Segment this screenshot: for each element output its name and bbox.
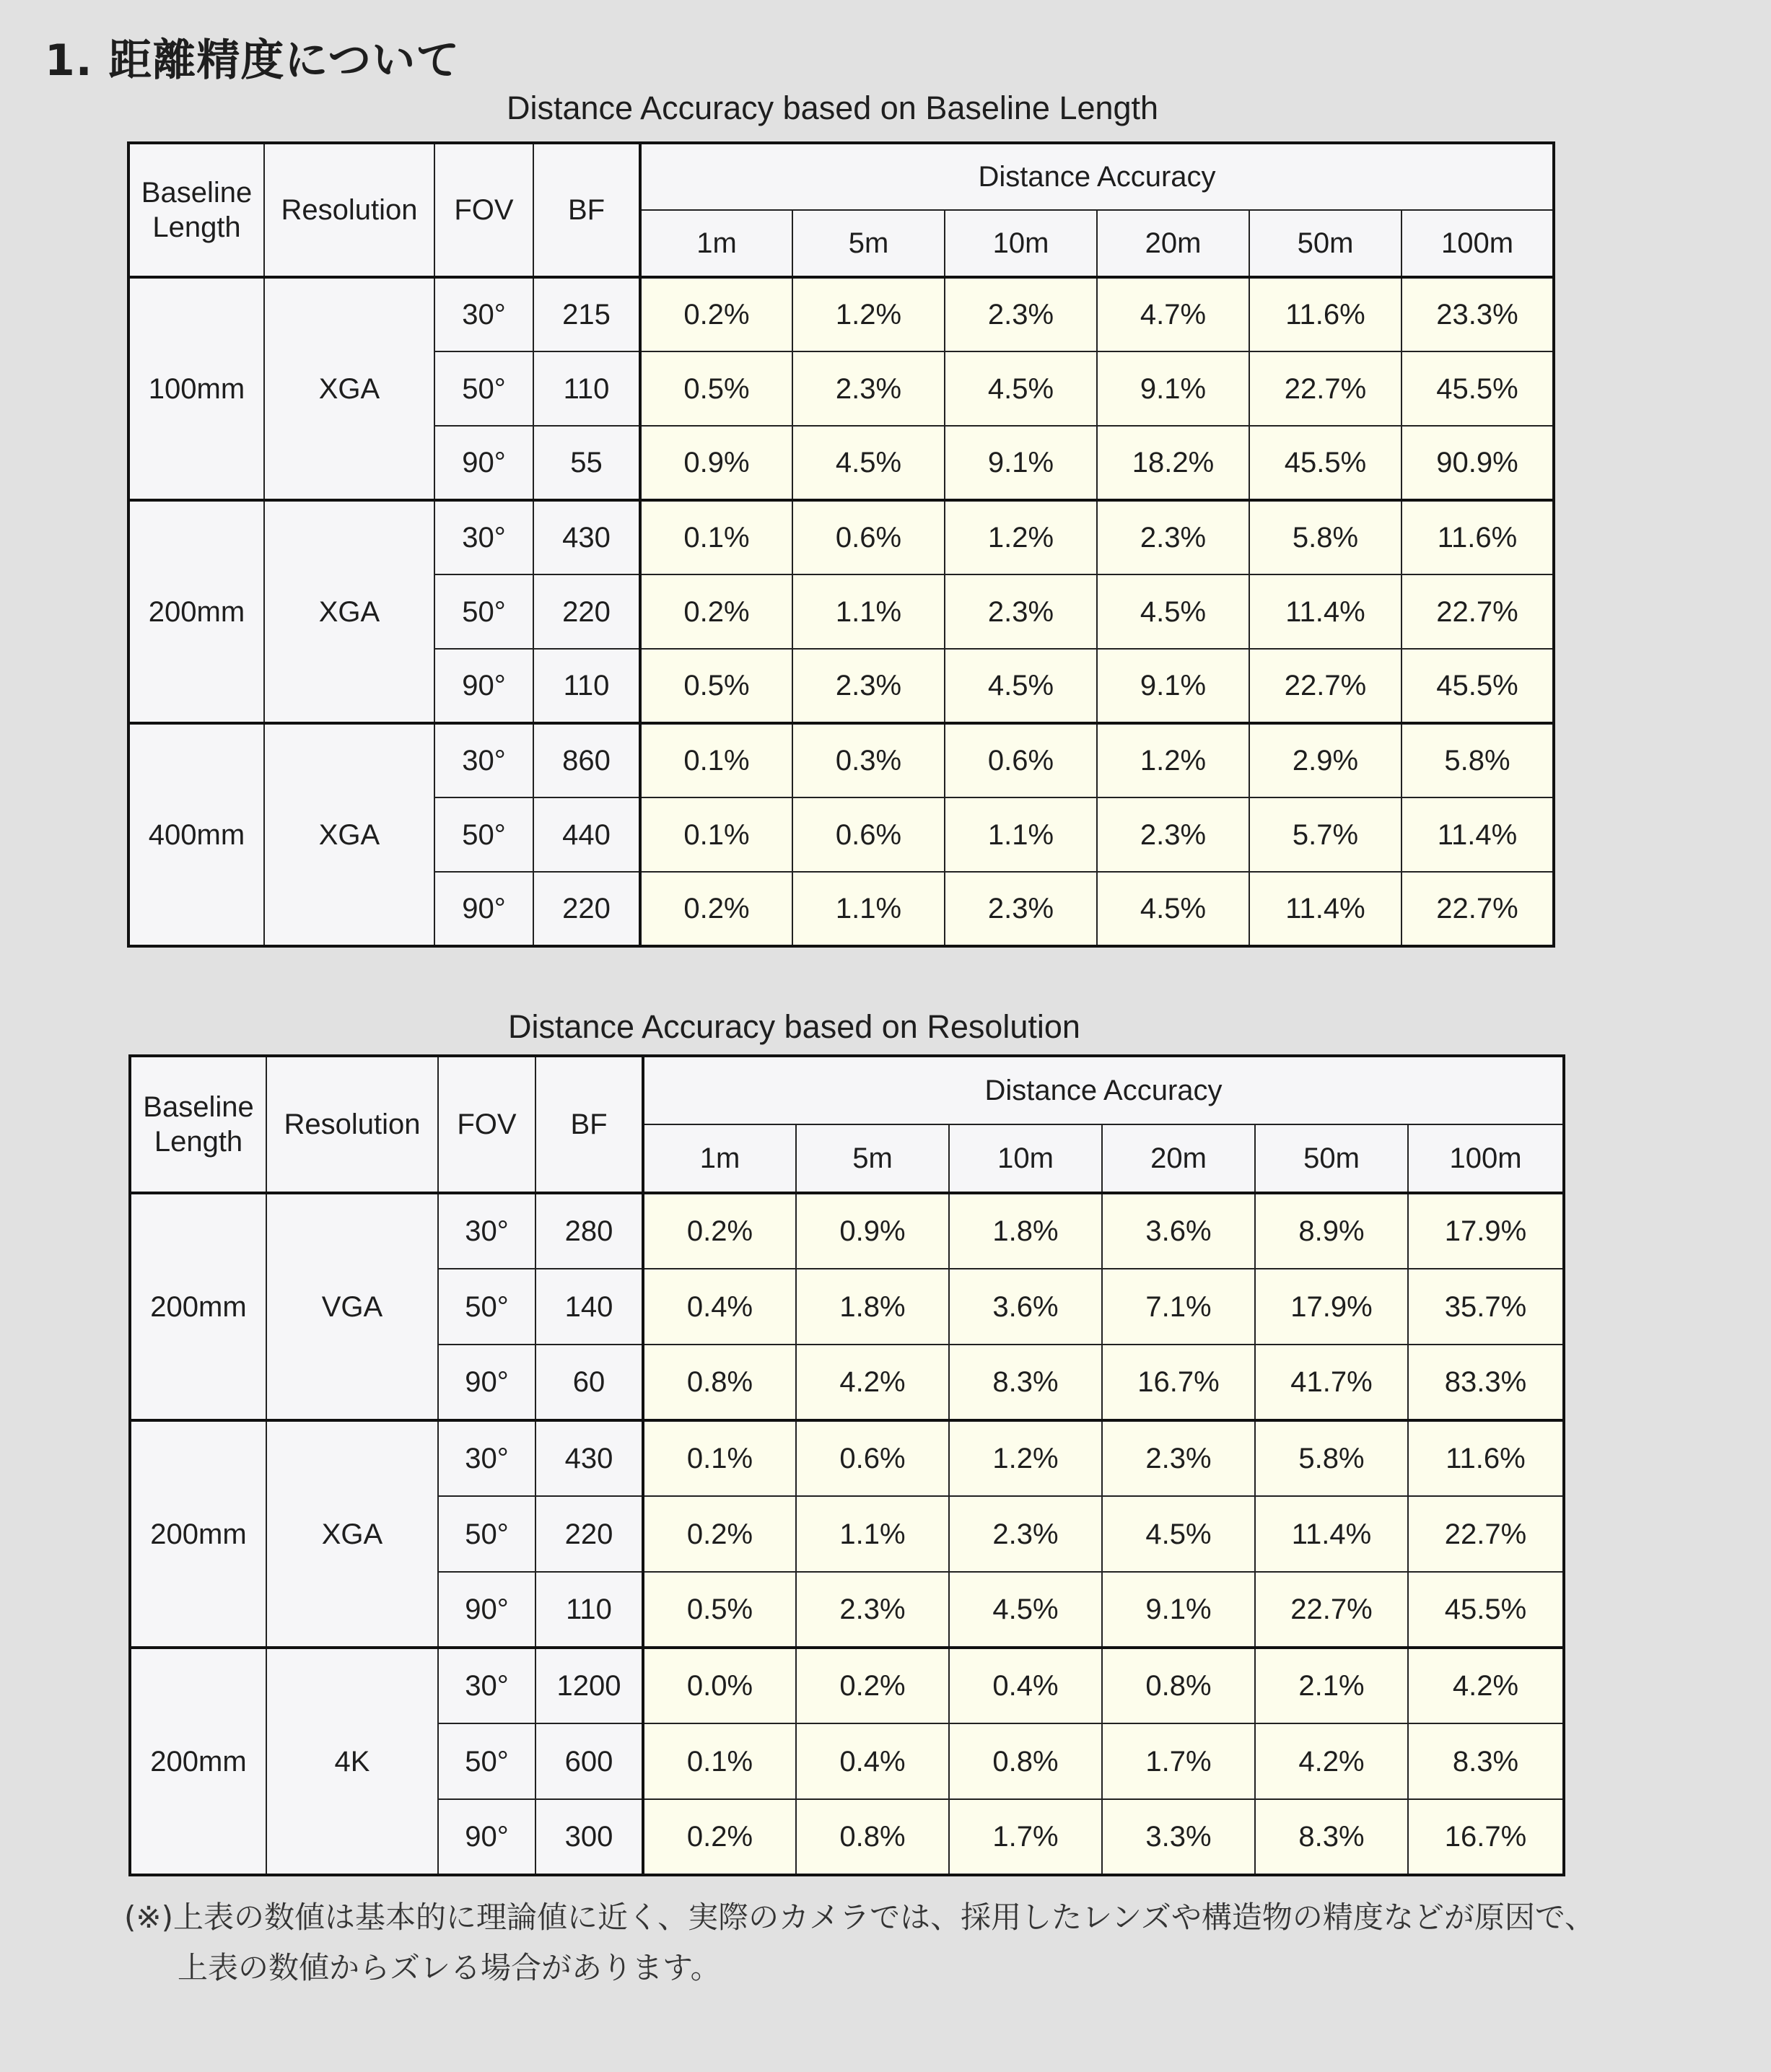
footnote-line-2: 上表の数値からズレる場合があります。 <box>178 1950 721 1985</box>
header-baseline-length: Baseline Length <box>130 1056 266 1193</box>
accuracy-cell: 22.7% <box>1249 649 1402 723</box>
accuracy-cell: 11.4% <box>1255 1496 1408 1572</box>
accuracy-cell: 1.7% <box>1102 1723 1255 1799</box>
accuracy-cell: 11.4% <box>1402 797 1554 872</box>
bf-cell: 110 <box>533 649 640 723</box>
accuracy-cell: 22.7% <box>1402 872 1554 946</box>
accuracy-cell: 11.6% <box>1249 277 1402 351</box>
accuracy-cell: 5.8% <box>1402 723 1554 797</box>
bf-cell: 440 <box>533 797 640 872</box>
accuracy-cell: 2.3% <box>1097 500 1249 574</box>
bf-cell: 600 <box>535 1723 643 1799</box>
footnote <box>124 1892 1595 1993</box>
fov-cell: 90° <box>434 872 533 946</box>
accuracy-cell: 1.1% <box>945 797 1097 872</box>
accuracy-cell: 17.9% <box>1255 1269 1408 1345</box>
accuracy-cell: 17.9% <box>1408 1193 1564 1269</box>
accuracy-cell: 0.8% <box>1102 1648 1255 1723</box>
accuracy-cell: 1.2% <box>792 277 945 351</box>
fov-cell: 50° <box>434 797 533 872</box>
bf-cell: 110 <box>533 351 640 426</box>
header-distance: 20m <box>1097 210 1249 277</box>
bf-cell: 430 <box>535 1420 643 1496</box>
table-row <box>128 723 1554 797</box>
accuracy-cell: 0.1% <box>643 1420 796 1496</box>
fov-cell: 50° <box>434 574 533 649</box>
header-distance: 5m <box>792 210 945 277</box>
table-row <box>130 1193 1564 1269</box>
accuracy-cell: 4.5% <box>1102 1496 1255 1572</box>
header-distance: 10m <box>949 1124 1102 1193</box>
table-row <box>130 1420 1564 1496</box>
resolution-cell: 4K <box>266 1648 438 1875</box>
accuracy-cell: 4.5% <box>945 351 1097 426</box>
accuracy-cell: 0.8% <box>949 1723 1102 1799</box>
accuracy-cell: 3.6% <box>949 1269 1102 1345</box>
accuracy-cell: 22.7% <box>1408 1496 1564 1572</box>
accuracy-cell: 90.9% <box>1402 426 1554 500</box>
accuracy-cell: 9.1% <box>1097 649 1249 723</box>
accuracy-cell: 45.5% <box>1249 426 1402 500</box>
baseline-cell: 100mm <box>128 277 264 500</box>
accuracy-cell: 4.5% <box>945 649 1097 723</box>
fov-cell: 50° <box>438 1496 535 1572</box>
fov-cell: 90° <box>434 649 533 723</box>
accuracy-cell: 2.3% <box>1097 797 1249 872</box>
fov-cell: 90° <box>434 426 533 500</box>
accuracy-cell: 1.2% <box>949 1420 1102 1496</box>
accuracy-cell: 2.3% <box>945 277 1097 351</box>
accuracy-cell: 4.5% <box>792 426 945 500</box>
accuracy-cell: 11.4% <box>1249 872 1402 946</box>
accuracy-cell: 4.5% <box>1097 872 1249 946</box>
accuracy-cell: 1.7% <box>949 1799 1102 1875</box>
accuracy-cell: 11.6% <box>1402 500 1554 574</box>
accuracy-cell: 8.3% <box>949 1345 1102 1420</box>
accuracy-cell: 2.9% <box>1249 723 1402 797</box>
accuracy-cell: 0.1% <box>640 797 792 872</box>
accuracy-cell: 11.4% <box>1249 574 1402 649</box>
fov-cell: 90° <box>438 1345 535 1420</box>
accuracy-cell: 8.3% <box>1408 1723 1564 1799</box>
table-row <box>128 500 1554 574</box>
table2-resolution <box>128 1054 1565 1876</box>
resolution-cell: XGA <box>266 1420 438 1648</box>
table-row <box>130 1648 1564 1723</box>
accuracy-cell: 2.3% <box>792 351 945 426</box>
accuracy-cell: 5.8% <box>1249 500 1402 574</box>
header-distance: 5m <box>796 1124 949 1193</box>
accuracy-cell: 1.1% <box>796 1496 949 1572</box>
accuracy-cell: 0.5% <box>640 649 792 723</box>
accuracy-cell: 11.6% <box>1408 1420 1564 1496</box>
baseline-cell: 200mm <box>128 500 264 723</box>
bf-cell: 215 <box>533 277 640 351</box>
accuracy-cell: 0.4% <box>949 1648 1102 1723</box>
table1-header-row <box>128 143 1554 210</box>
accuracy-cell: 8.3% <box>1255 1799 1408 1875</box>
accuracy-cell: 5.8% <box>1255 1420 1408 1496</box>
accuracy-cell: 1.8% <box>796 1269 949 1345</box>
accuracy-cell: 35.7% <box>1408 1269 1564 1345</box>
fov-cell: 30° <box>438 1193 535 1269</box>
accuracy-cell: 45.5% <box>1402 649 1554 723</box>
fov-cell: 50° <box>434 351 533 426</box>
fov-cell: 50° <box>438 1723 535 1799</box>
resolution-cell: XGA <box>264 500 434 723</box>
accuracy-cell: 3.6% <box>1102 1193 1255 1269</box>
table-row <box>128 277 1554 351</box>
accuracy-cell: 0.6% <box>792 500 945 574</box>
accuracy-cell: 0.2% <box>640 277 792 351</box>
accuracy-cell: 16.7% <box>1408 1799 1564 1875</box>
footnote-line-1: (※)上表の数値は基本的に理論値に近く、実際のカメラでは、採用したレンズや構造物の精度などが原因で、 <box>124 1900 1595 1935</box>
accuracy-cell: 83.3% <box>1408 1345 1564 1420</box>
table1-baseline-length <box>127 141 1555 948</box>
accuracy-cell: 0.6% <box>945 723 1097 797</box>
baseline-cell: 200mm <box>130 1420 266 1648</box>
accuracy-cell: 22.7% <box>1249 351 1402 426</box>
fov-cell: 30° <box>434 500 533 574</box>
accuracy-cell: 23.3% <box>1402 277 1554 351</box>
accuracy-cell: 2.3% <box>796 1572 949 1648</box>
accuracy-cell: 9.1% <box>1102 1572 1255 1648</box>
accuracy-cell: 2.1% <box>1255 1648 1408 1723</box>
bf-cell: 280 <box>535 1193 643 1269</box>
fov-cell: 30° <box>434 723 533 797</box>
header-distance: 100m <box>1402 210 1554 277</box>
bf-cell: 300 <box>535 1799 643 1875</box>
header-distance: 20m <box>1102 1124 1255 1193</box>
accuracy-cell: 7.1% <box>1102 1269 1255 1345</box>
fov-cell: 30° <box>438 1420 535 1496</box>
bf-cell: 60 <box>535 1345 643 1420</box>
fov-cell: 30° <box>434 277 533 351</box>
accuracy-cell: 2.3% <box>945 574 1097 649</box>
accuracy-cell: 2.3% <box>1102 1420 1255 1496</box>
header-distance: 1m <box>640 210 792 277</box>
accuracy-cell: 2.3% <box>945 872 1097 946</box>
accuracy-cell: 0.0% <box>643 1648 796 1723</box>
header-resolution: Resolution <box>266 1056 438 1193</box>
bf-cell: 220 <box>533 574 640 649</box>
accuracy-cell: 16.7% <box>1102 1345 1255 1420</box>
table2-caption: Distance Accuracy based on Resolution <box>508 1008 1080 1045</box>
resolution-cell: VGA <box>266 1193 438 1420</box>
accuracy-cell: 5.7% <box>1249 797 1402 872</box>
accuracy-cell: 0.1% <box>643 1723 796 1799</box>
header-fov: FOV <box>434 143 533 277</box>
bf-cell: 1200 <box>535 1648 643 1723</box>
fov-cell: 90° <box>438 1572 535 1648</box>
accuracy-cell: 4.7% <box>1097 277 1249 351</box>
resolution-cell: XGA <box>264 723 434 946</box>
header-distance-accuracy: Distance Accuracy <box>643 1056 1564 1124</box>
fov-cell: 30° <box>438 1648 535 1723</box>
fov-cell: 50° <box>438 1269 535 1345</box>
header-distance: 100m <box>1408 1124 1564 1193</box>
accuracy-cell: 0.1% <box>640 723 792 797</box>
accuracy-cell: 0.9% <box>796 1193 949 1269</box>
accuracy-cell: 0.9% <box>640 426 792 500</box>
bf-cell: 860 <box>533 723 640 797</box>
accuracy-cell: 45.5% <box>1402 351 1554 426</box>
header-resolution: Resolution <box>264 143 434 277</box>
bf-cell: 140 <box>535 1269 643 1345</box>
accuracy-cell: 0.2% <box>640 872 792 946</box>
bf-cell: 220 <box>535 1496 643 1572</box>
header-distance: 50m <box>1255 1124 1408 1193</box>
accuracy-cell: 1.8% <box>949 1193 1102 1269</box>
header-bf: BF <box>535 1056 643 1193</box>
accuracy-cell: 41.7% <box>1255 1345 1408 1420</box>
accuracy-cell: 4.2% <box>1255 1723 1408 1799</box>
accuracy-cell: 0.8% <box>643 1345 796 1420</box>
accuracy-cell: 0.3% <box>792 723 945 797</box>
accuracy-cell: 1.2% <box>945 500 1097 574</box>
fov-cell: 90° <box>438 1799 535 1875</box>
accuracy-cell: 3.3% <box>1102 1799 1255 1875</box>
accuracy-cell: 45.5% <box>1408 1572 1564 1648</box>
accuracy-cell: 4.2% <box>1408 1648 1564 1723</box>
accuracy-cell: 0.8% <box>796 1799 949 1875</box>
header-baseline-length: Baseline Length <box>128 143 264 277</box>
baseline-cell: 400mm <box>128 723 264 946</box>
accuracy-cell: 18.2% <box>1097 426 1249 500</box>
bf-cell: 55 <box>533 426 640 500</box>
accuracy-cell: 0.4% <box>643 1269 796 1345</box>
accuracy-cell: 0.5% <box>643 1572 796 1648</box>
bf-cell: 430 <box>533 500 640 574</box>
accuracy-cell: 8.9% <box>1255 1193 1408 1269</box>
accuracy-cell: 1.1% <box>792 872 945 946</box>
header-fov: FOV <box>438 1056 535 1193</box>
accuracy-cell: 0.6% <box>796 1420 949 1496</box>
baseline-cell: 200mm <box>130 1193 266 1420</box>
table2-header-row <box>130 1056 1564 1124</box>
accuracy-cell: 0.1% <box>640 500 792 574</box>
table1-caption: Distance Accuracy based on Baseline Length <box>507 89 1159 126</box>
bf-cell: 220 <box>533 872 640 946</box>
accuracy-cell: 1.1% <box>792 574 945 649</box>
accuracy-cell: 9.1% <box>945 426 1097 500</box>
header-bf: BF <box>533 143 640 277</box>
accuracy-cell: 0.6% <box>792 797 945 872</box>
accuracy-cell: 2.3% <box>792 649 945 723</box>
accuracy-cell: 1.2% <box>1097 723 1249 797</box>
accuracy-cell: 9.1% <box>1097 351 1249 426</box>
accuracy-cell: 0.2% <box>796 1648 949 1723</box>
bf-cell: 110 <box>535 1572 643 1648</box>
header-distance: 50m <box>1249 210 1402 277</box>
header-distance-accuracy: Distance Accuracy <box>640 143 1554 210</box>
accuracy-cell: 22.7% <box>1255 1572 1408 1648</box>
accuracy-cell: 0.2% <box>643 1496 796 1572</box>
accuracy-cell: 0.2% <box>640 574 792 649</box>
accuracy-cell: 4.2% <box>796 1345 949 1420</box>
accuracy-cell: 2.3% <box>949 1496 1102 1572</box>
accuracy-cell: 0.2% <box>643 1799 796 1875</box>
header-distance: 10m <box>945 210 1097 277</box>
header-distance: 1m <box>643 1124 796 1193</box>
accuracy-cell: 4.5% <box>949 1572 1102 1648</box>
accuracy-cell: 4.5% <box>1097 574 1249 649</box>
accuracy-cell: 0.2% <box>643 1193 796 1269</box>
baseline-cell: 200mm <box>130 1648 266 1875</box>
resolution-cell: XGA <box>264 277 434 500</box>
accuracy-cell: 0.4% <box>796 1723 949 1799</box>
accuracy-cell: 0.5% <box>640 351 792 426</box>
page-heading: 1. 距離精度について <box>45 35 460 86</box>
accuracy-cell: 22.7% <box>1402 574 1554 649</box>
